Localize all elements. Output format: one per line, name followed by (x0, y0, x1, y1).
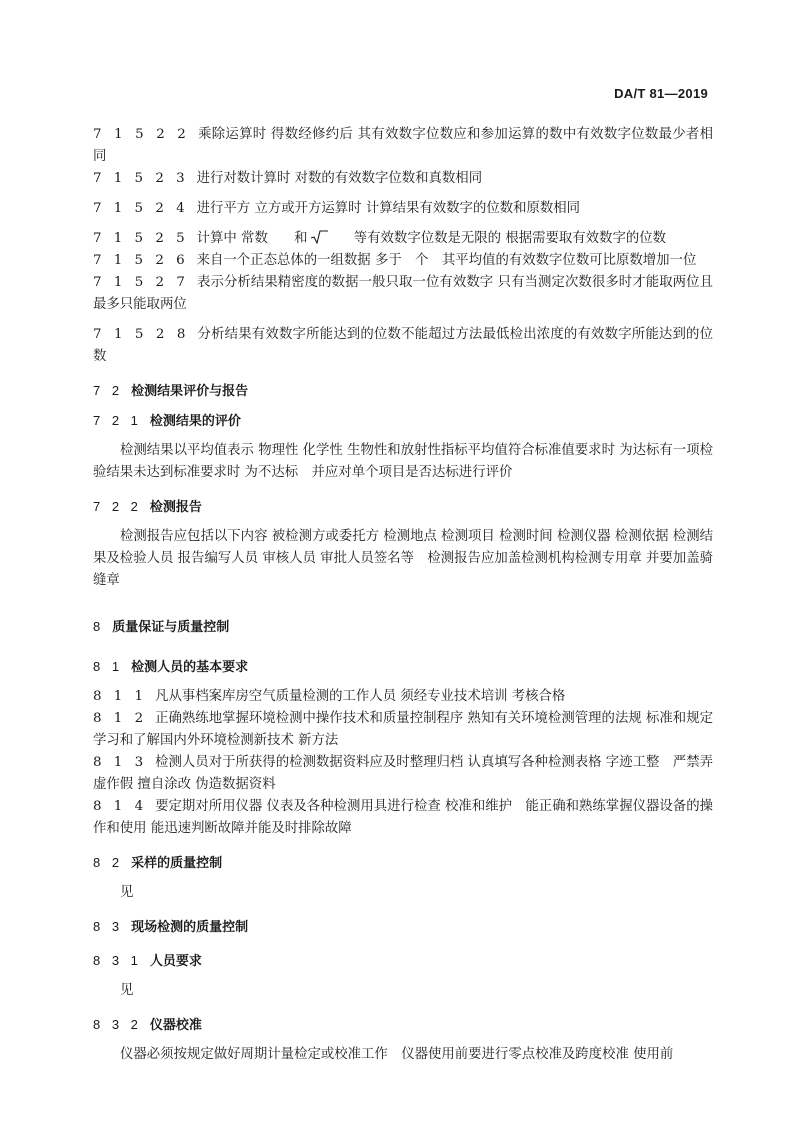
clause-text: 进行平方 立方或开方运算时 计算结果有效数字的位数和原数相同 (196, 201, 581, 216)
section-title: 检测结果评价与报告 (131, 383, 249, 398)
section-8-3-1-body: 见 (120, 983, 134, 998)
section-number: 7 2 (93, 383, 124, 398)
section-8-2-body: 见 (120, 885, 134, 900)
clause-number: 8 1 3 (93, 755, 148, 770)
clause-text: 要定期对所用仪器 仪表及各种检测用具进行检查 校准和维护 能正确和熟练掌握仪器设备的操作和使用 能迅速判断故障并能及时排除故障 (93, 799, 713, 836)
clause-8-1-2 (93, 708, 713, 752)
section-number: 8 3 1 (93, 953, 142, 968)
section-8-1-heading (93, 656, 713, 678)
section-8-3-2-heading (93, 1014, 713, 1036)
clause-text: 来自一个正态总体的一组数据 多于 个 其平均值的有效数字位数可比原数增加一位 (196, 253, 697, 268)
section-8-2-heading (93, 852, 713, 874)
clause-text: 进行对数计算时 对数的有效数字位数和真数相同 (196, 171, 483, 186)
section-title: 检测报告 (149, 499, 202, 514)
section-number: 7 2 2 (93, 499, 142, 514)
section-title: 检测结果的评价 (149, 413, 241, 428)
section-number: 8 (93, 619, 105, 634)
section-number: 7 2 1 (93, 413, 142, 428)
clause-8-1-4 (93, 796, 713, 840)
section-8-3-heading (93, 916, 713, 938)
clause-number: 8 1 4 (93, 799, 148, 814)
square-root-icon (310, 230, 328, 244)
clause-7-1-5-2-2 (93, 124, 713, 168)
clause-7-1-5-2-5 (93, 228, 713, 250)
section-8-3-1-heading (93, 950, 713, 972)
clause-number: 7 1 5 2 8 (93, 327, 190, 342)
section-8-heading (93, 616, 713, 638)
section-number: 8 3 (93, 919, 124, 934)
clause-number: 7 1 5 2 7 (93, 275, 189, 290)
clause-8-1-1 (93, 686, 713, 708)
section-7-2-heading (93, 380, 713, 402)
section-title: 采样的质量控制 (131, 855, 223, 870)
section-7-2-1-heading (93, 410, 713, 432)
clause-7-1-5-2-3 (93, 168, 713, 190)
section-number: 8 1 (93, 659, 124, 674)
clause-text: 凡从事档案库房空气质量检测的工作人员 须经专业技术培训 考核合格 (155, 689, 566, 704)
clause-number: 7 1 5 2 4 (93, 201, 189, 216)
section-7-2-2-heading (93, 496, 713, 518)
clause-7-1-5-2-7 (93, 272, 713, 316)
standard-code: DA/T 81—2019 (614, 86, 708, 101)
section-title: 现场检测的质量控制 (131, 919, 249, 934)
clause-text: 乘除运算时 得数经修约后 其有效数字位数应和参加运算的数中有效数字位数最少者相同 (93, 127, 713, 164)
section-7-2-2-body: 检测报告应包括以下内容 被检测方或委托方 检测地点 检测项目 检测时间 检测仪器 检测依据 检测结果及检验人员 报告编写人员 审核人员 审批人员签名等 检测报告应加盖检测机构检测专用章 并要加盖骑缝章 (93, 529, 713, 588)
section-title: 检测人员的基本要求 (131, 659, 249, 674)
clause-text: 检测人员对于所获得的检测数据资料应及时整理归档 认真填写各种检测表格 字迹工整 严禁弄虚作假 擅自涂改 伪造数据资料 (93, 755, 713, 792)
clause-number: 7 1 5 2 5 (93, 231, 189, 246)
clause-8-1-3 (93, 752, 713, 796)
section-number: 8 3 2 (93, 1017, 142, 1032)
clause-7-1-5-2-6 (93, 250, 713, 272)
clause-number: 7 1 5 2 2 (93, 127, 190, 142)
clause-7-1-5-2-8 (93, 324, 713, 368)
section-7-2-1-body: 检测结果以平均值表示 物理性 化学性 生物性和放射性指标平均值符合标准值要求时 为达标有一项检验结果未达到标准要求时 为不达标 并应对单个项目是否达标进行评价 (93, 443, 713, 480)
section-number: 8 2 (93, 855, 124, 870)
document-body (93, 124, 713, 1066)
clause-text-a: 计算中 常数 (196, 231, 268, 246)
clause-text: 分析结果有效数字所能达到的位数不能超过方法最低检出浓度的有效数字所能达到的位数 (93, 327, 713, 364)
clause-text: 正确熟练地掌握环境检测中操作技术和质量控制程序 熟知有关环境检测管理的法规 标准和规定 学习和了解国内外环境检测新技术 新方法 (93, 711, 713, 748)
clause-number: 7 1 5 2 3 (93, 171, 189, 186)
section-title: 质量保证与质量控制 (112, 619, 230, 634)
clause-number: 8 1 2 (93, 711, 148, 726)
clause-text-b: 和 (294, 231, 308, 246)
section-title: 人员要求 (149, 953, 202, 968)
clause-number: 7 1 5 2 6 (93, 253, 189, 268)
clause-text-c: 等有效数字位数是无限的 根据需要取有效数字的位数 (353, 231, 667, 246)
section-8-3-2-body: 仪器必须按规定做好周期计量检定或校准工作 仪器使用前要进行零点校准及跨度校准 使用前 (120, 1047, 674, 1062)
section-title: 仪器校准 (149, 1017, 202, 1032)
clause-7-1-5-2-4 (93, 198, 713, 220)
clause-text: 表示分析结果精密度的数据一般只取一位有效数字 只有当测定次数很多时才能取两位且最多只能取两位 (93, 275, 713, 312)
clause-number: 8 1 1 (93, 689, 148, 704)
